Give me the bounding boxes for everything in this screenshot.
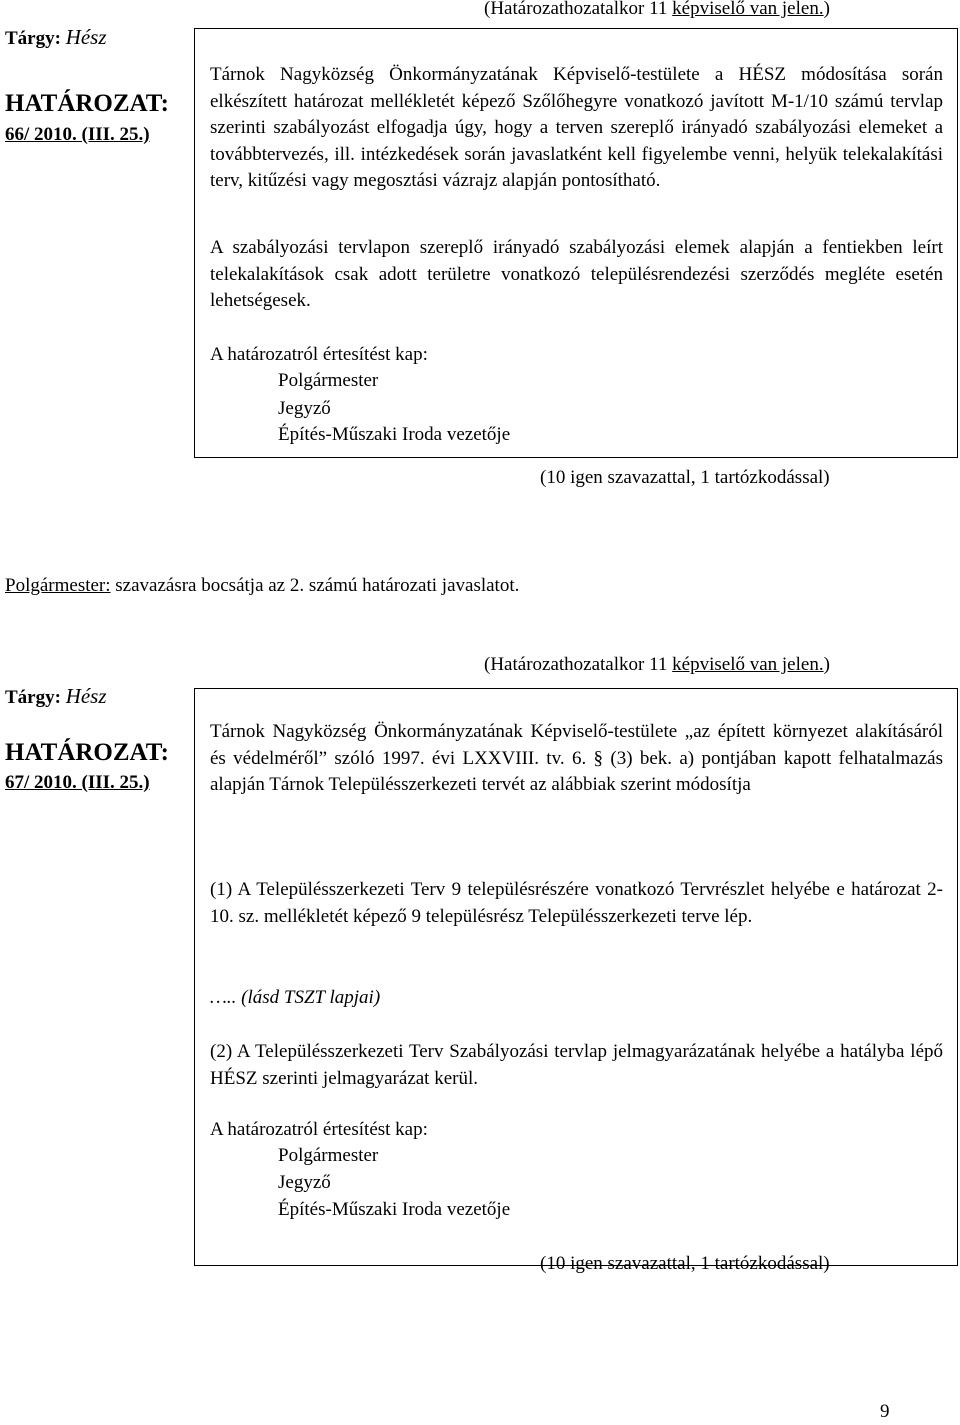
presence-suffix: ) [823,0,830,19]
resolution-paragraph-1: Tárnok Nagyközség Önkormányzatának Képviselő-testülete a HÉSZ módosítása során elkészített határozat mellékletét képező Szőlőhegyre vonatkozó javított M-1/10 számú tervlap szerinti szabályozást elfogadja úgy, hogy a terven szereplő irányadó szabályozási elemeket a továbbtervezés, ill. intézkedések során javaslatként kell figyelembe venni, helyük telekalakítási terv, kitűzési vagy megosztási vázrajz alapján pontosítható. [210,64,943,191]
recipient-2: Jegyző [278,398,331,419]
recipient-3: Építés-Műszaki Iroda vezetője [278,424,511,445]
see-note: ….. (lásd TSZT lapjai) [210,987,381,1008]
resolution-paragraph-2: A szabályozási tervlapon szereplő irányadó szabályozási elemek alapján a fentiekben leírt telekalakítások csak adott területre vonatkozó településrendezési szerződés megléte esetén lehetségesek. [210,237,943,311]
page-number: 9 [880,1401,890,1422]
resolution-paragraph-1: Tárnok Nagyközség Önkormányzatának Képviselő-testülete „az épített környezet alakításáról és védelméről” szóló 1997. évi LXXVIII. tv. 6. § (3) bek. a) pontjában kapott felhatalmazás alapján Tárnok Településszerkezeti tervét az alábbiak szerint módosítja [210,721,943,795]
mayor-label: Polgármester: [5,575,111,596]
subject-value: Hész [65,684,107,708]
recipient-1: Polgármester [278,1145,379,1166]
resolution-label: HATÁROZAT: [5,739,169,766]
recipient-3: Építés-Műszaki Iroda vezetője [278,1199,511,1220]
presence-prefix: (Határozathozatalkor 11 [484,654,673,675]
subject-value: Hész [65,25,107,49]
resolution-label: HATÁROZAT: [5,90,169,117]
resolution-number: 67/ 2010. (III. 25.) [5,772,150,793]
notify-label: A határozatról értesítést kap: [210,1119,428,1140]
resolution-number: 66/ 2010. (III. 25.) [5,124,150,145]
recipient-2: Jegyző [278,1172,331,1193]
presence-suffix: ) [823,654,830,675]
subject-line [5,683,107,711]
subject-line [5,24,107,52]
presence-note [484,0,830,22]
presence-underlined: képviselő van jelen. [672,654,824,675]
notify-label: A határozatról értesítést kap: [210,344,428,365]
subject-label: Tárgy: [5,28,61,49]
resolution-item-2: (2) A Településszerkezeti Terv Szabályozási tervlap jelmagyarázatának helyébe a hatályba lépő HÉSZ szerinti jelmagyarázat kerül. [210,1041,943,1089]
mayor-statement [5,573,519,599]
vote-result: (10 igen szavazattal, 1 tartózkodással) [540,1253,830,1274]
recipient-1: Polgármester [278,370,379,391]
resolution-item-1: (1) A Településszerkezeti Terv 9 településrészére vonatkozó Tervrészlet helyébe e határozat 2-10. sz. mellékletét képező 9 településrész Településszerkezeti terve lép. [210,879,943,927]
vote-result: (10 igen szavazattal, 1 tartózkodással) [540,467,830,488]
subject-label: Tárgy: [5,687,61,708]
presence-note [484,652,830,678]
presence-underlined: képviselő van jelen. [672,0,824,19]
presence-prefix: (Határozathozatalkor 11 [484,0,673,19]
mayor-text: szavazásra bocsátja az 2. számú határozati javaslatot. [110,575,520,596]
